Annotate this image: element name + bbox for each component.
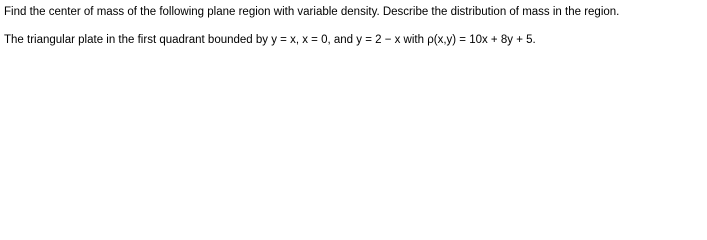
problem-statement: The triangular plate in the first quadrant bounded by y = x, x = 0, and y = 2 − x with ρ(x,y) = 10x + 8y + 5. bbox=[4, 34, 536, 46]
problem-instruction: Find the center of mass of the following plane region with variable density. Describe the distribution of mass in the region. bbox=[4, 6, 620, 18]
